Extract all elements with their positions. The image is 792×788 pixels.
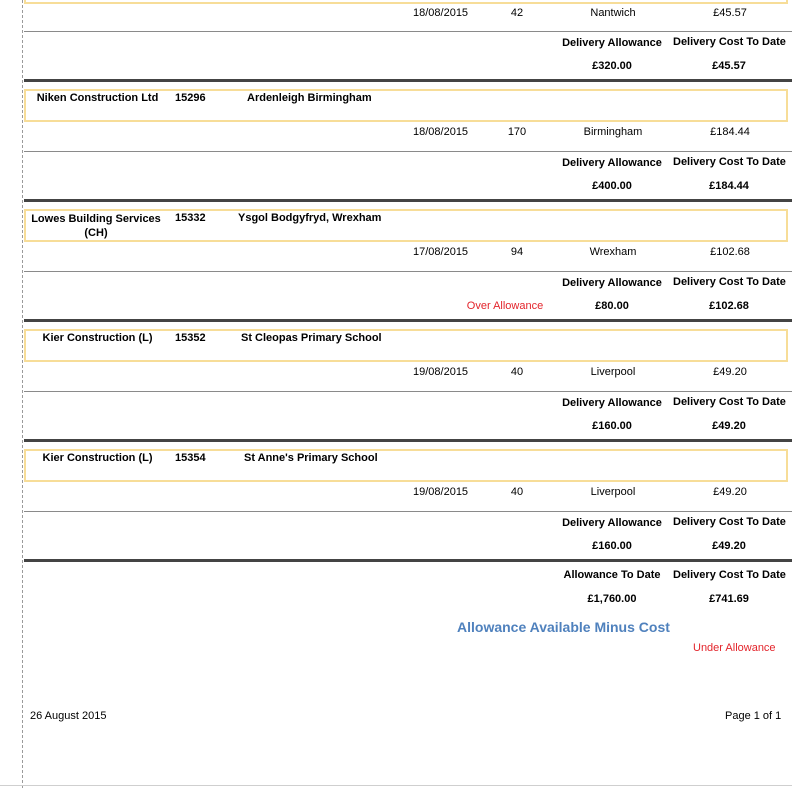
group-separator xyxy=(24,199,792,202)
allowance-label: Delivery Allowance xyxy=(562,517,662,529)
report-date: 26 August 2015 xyxy=(30,710,107,722)
site-name: St Anne's Primary School xyxy=(244,452,378,464)
group-separator xyxy=(24,439,792,442)
page-bottom-edge xyxy=(0,785,792,786)
site-name: St Cleopas Primary School xyxy=(241,332,382,344)
allowance-label: Delivery Allowance xyxy=(562,157,662,169)
allowance-label: Delivery Allowance xyxy=(562,277,662,289)
row-town: Liverpool xyxy=(590,486,636,498)
row-divider xyxy=(24,511,792,512)
total-allowance-value: £1,760.00 xyxy=(587,593,637,605)
job-number: 15354 xyxy=(175,452,206,464)
row-cost: £49.20 xyxy=(713,486,747,498)
page-margin-guide xyxy=(22,0,23,788)
row-quantity: 94 xyxy=(510,246,524,258)
row-date: 18/08/2015 xyxy=(413,7,469,19)
row-date: 17/08/2015 xyxy=(413,246,469,258)
row-town: Nantwich xyxy=(590,7,636,19)
row-quantity: 40 xyxy=(510,486,524,498)
customer-name: Kier Construction (L) xyxy=(42,332,153,344)
row-cost: £184.44 xyxy=(710,126,750,138)
row-date: 19/08/2015 xyxy=(413,486,469,498)
customer-name: Kier Construction (L) xyxy=(42,452,153,464)
site-name: Ysgol Bodgyfryd, Wrexham xyxy=(238,212,382,224)
customer-name: Lowes Building Services (CH) xyxy=(31,213,161,239)
total-cost-label: Delivery Cost To Date xyxy=(673,569,786,581)
allowance-label: Delivery Allowance xyxy=(562,37,662,49)
row-cost: £102.68 xyxy=(710,246,750,258)
allowance-label: Delivery Allowance xyxy=(562,397,662,409)
row-quantity: 42 xyxy=(510,7,524,19)
customer-name: Niken Construction Ltd xyxy=(36,92,159,104)
row-town: Birmingham xyxy=(583,126,643,138)
row-cost: £45.57 xyxy=(713,7,747,19)
group-header-box xyxy=(24,0,788,4)
row-divider xyxy=(24,391,792,392)
cost-to-date-label: Delivery Cost To Date xyxy=(673,516,786,528)
cost-to-date-value: £102.68 xyxy=(709,300,749,312)
row-divider xyxy=(24,31,792,32)
cost-to-date-value: £49.20 xyxy=(712,540,746,552)
row-town: Liverpool xyxy=(590,366,636,378)
group-separator xyxy=(24,319,792,322)
cost-to-date-value: £49.20 xyxy=(712,420,746,432)
allowance-value: £400.00 xyxy=(592,180,632,192)
cost-to-date-label: Delivery Cost To Date xyxy=(673,276,786,288)
total-allowance-label: Allowance To Date xyxy=(563,569,661,581)
allowance-value: £160.00 xyxy=(592,540,632,552)
group-separator xyxy=(24,79,792,82)
under-allowance-status: Under Allowance xyxy=(693,642,776,654)
allowance-value: £160.00 xyxy=(592,420,632,432)
cost-to-date-label: Delivery Cost To Date xyxy=(673,156,786,168)
row-quantity: 170 xyxy=(507,126,527,138)
row-quantity: 40 xyxy=(510,366,524,378)
cost-to-date-value: £45.57 xyxy=(712,60,746,72)
cost-to-date-label: Delivery Cost To Date xyxy=(673,396,786,408)
job-number: 15352 xyxy=(175,332,206,344)
group-separator xyxy=(24,559,792,562)
job-number: 15296 xyxy=(175,92,206,104)
row-cost: £49.20 xyxy=(713,366,747,378)
page-number: Page 1 of 1 xyxy=(725,710,782,722)
cost-to-date-label: Delivery Cost To Date xyxy=(673,36,786,48)
allowance-value: £320.00 xyxy=(592,60,632,72)
cost-to-date-value: £184.44 xyxy=(709,180,749,192)
row-divider xyxy=(24,151,792,152)
row-divider xyxy=(24,271,792,272)
job-number: 15332 xyxy=(175,212,206,224)
allowance-value: £80.00 xyxy=(595,300,629,312)
allowance-minus-cost-title: Allowance Available Minus Cost xyxy=(457,619,670,635)
total-cost-value: £741.69 xyxy=(709,593,749,605)
row-date: 18/08/2015 xyxy=(413,126,469,138)
row-date: 19/08/2015 xyxy=(413,366,469,378)
over-allowance-flag: Over Allowance xyxy=(466,300,544,312)
site-name: Ardenleigh Birmingham xyxy=(247,92,372,104)
row-town: Wrexham xyxy=(589,246,637,258)
